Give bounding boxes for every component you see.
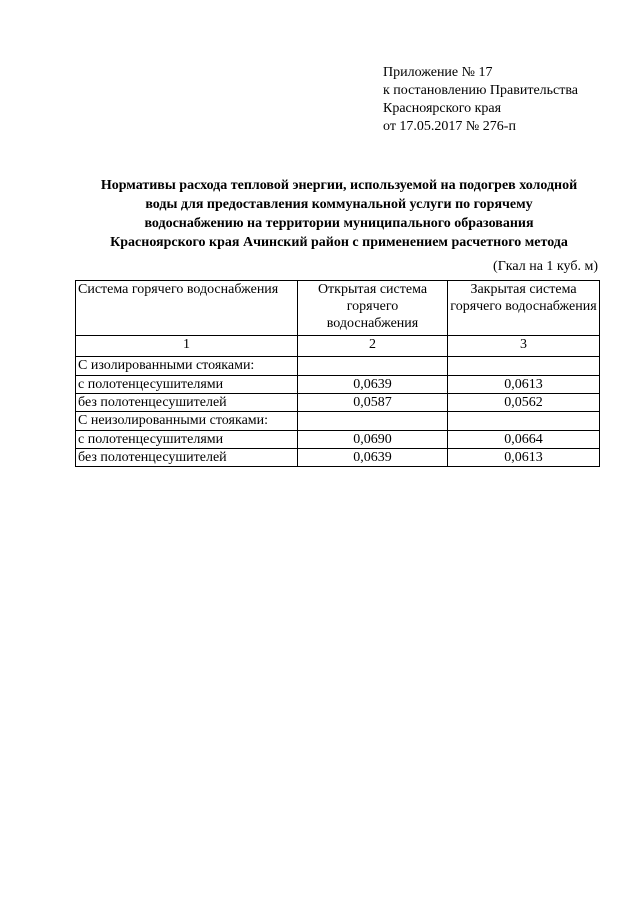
title-line-3: водоснабжению на территории муниципального образования <box>144 216 534 231</box>
table-row <box>76 431 600 449</box>
title-line-1: Нормативы расхода тепловой энергии, используемой на подогрев холодной <box>100 178 578 193</box>
appendix-line-2: к постановлению Правительства <box>383 83 579 98</box>
title-line-4: Красноярского края Ачинский район с применением расчетного метода <box>110 235 568 250</box>
units-label: (Гкал на 1 куб. м) <box>493 259 598 274</box>
column-number: 1 <box>76 336 298 357</box>
norms-table <box>75 280 600 467</box>
header-closed-system: Закрытая система горячего водоснабжения <box>448 281 600 336</box>
empty-cell <box>298 412 448 431</box>
closed-value: 0,0664 <box>448 431 600 449</box>
column-number: 3 <box>448 336 600 357</box>
group-label: С изолированными стояками: <box>76 357 298 376</box>
row-name: без полотенцесушителей <box>76 394 298 412</box>
group-label: С неизолированными стояками: <box>76 412 298 431</box>
closed-value: 0,0613 <box>448 376 600 394</box>
row-name: с полотенцесушителями <box>76 376 298 394</box>
title-line-2: воды для предоставления коммунальной услуги по горячему <box>145 197 533 212</box>
open-value: 0,0639 <box>298 449 448 467</box>
table-row <box>76 376 600 394</box>
row-name: без полотенцесушителей <box>76 449 298 467</box>
appendix-block <box>383 64 578 136</box>
closed-value: 0,0613 <box>448 449 600 467</box>
empty-cell <box>448 357 600 376</box>
empty-cell <box>448 412 600 431</box>
open-value: 0,0639 <box>298 376 448 394</box>
group-row-insulated <box>76 357 600 376</box>
open-value: 0,0690 <box>298 431 448 449</box>
header-system: Система горячего водоснабжения <box>76 281 298 336</box>
appendix-line-4: от 17.05.2017 № 276-п <box>383 119 516 134</box>
group-row-uninsulated <box>76 412 600 431</box>
appendix-line-1: Приложение № 17 <box>383 65 493 80</box>
document-title <box>60 176 618 252</box>
appendix-line-3: Красноярского края <box>383 101 502 116</box>
table-row <box>76 449 600 467</box>
header-open-system: Открытая система горячего водоснабжения <box>298 281 448 336</box>
row-name: с полотенцесушителями <box>76 431 298 449</box>
empty-cell <box>298 357 448 376</box>
table-row <box>76 394 600 412</box>
column-number-row <box>76 336 600 357</box>
open-value: 0,0587 <box>298 394 448 412</box>
closed-value: 0,0562 <box>448 394 600 412</box>
column-number: 2 <box>298 336 448 357</box>
table-header-row <box>76 281 600 336</box>
